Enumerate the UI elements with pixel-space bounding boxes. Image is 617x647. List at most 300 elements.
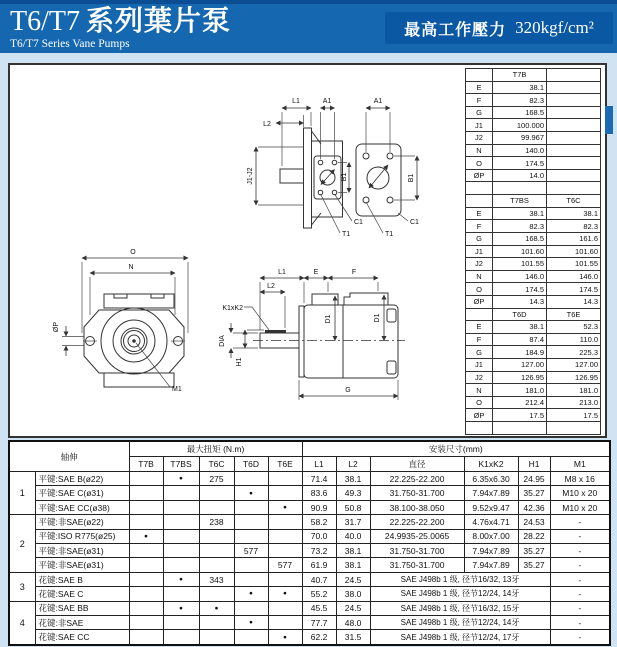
torque-cell: ● — [234, 616, 268, 630]
spec-value: 101.55 — [493, 258, 547, 271]
spec-value: 126.95 — [493, 371, 547, 384]
dim-label-b1: B1 — [408, 173, 415, 183]
spec-dim-label: ØP — [466, 295, 493, 308]
page-title-series: T6/T7 — [10, 6, 80, 37]
spec-value: 181.0 — [493, 384, 547, 397]
torque-cell: ● — [163, 601, 199, 615]
spec-value: 127.00 — [547, 359, 601, 372]
mount-l1: 62.2 — [302, 630, 336, 645]
shaft-type-label: 平键:非SAE(ø22) — [35, 515, 129, 529]
spec-dim-label: E — [466, 81, 493, 94]
spec-dim-label: J2 — [466, 371, 493, 384]
shaft-type-label: 花键:SAE C — [35, 587, 129, 601]
spec-row — [466, 232, 601, 245]
mount-m1: M10 x 20 — [550, 500, 610, 514]
mount-m1: M10 x 20 — [550, 486, 610, 500]
port-label-t1: T1 — [342, 231, 351, 238]
pump-front-view-drawing — [53, 249, 188, 393]
dim-label-f: F — [351, 269, 357, 276]
spec-value: 14.3 — [493, 295, 547, 308]
spec-col-header: T6C — [547, 195, 601, 208]
spec-value: 101.60 — [547, 245, 601, 258]
mount-k1k2: 7.94x7.89 — [464, 558, 518, 572]
mount-l2: 50.8 — [336, 500, 370, 514]
mount-header: 安装尺寸(mm) — [302, 441, 610, 457]
spec-value — [547, 119, 601, 132]
spline-spec: SAE J498b 1 级, 径节12/24, 14牙 — [370, 587, 550, 601]
spec-spacer-cell — [493, 422, 547, 435]
col-header-t7b: T7B — [129, 457, 163, 472]
torque-cell — [199, 630, 234, 645]
dim-label-l2: L2 — [263, 121, 271, 128]
dim-label-e: E — [313, 269, 319, 276]
mount-l1: 71.4 — [302, 472, 336, 486]
dim-label-dia: DIA — [219, 335, 226, 347]
mount-l2: 31.5 — [336, 630, 370, 645]
col-header-h1: H1 — [518, 457, 550, 472]
dim-label-a1: A1 — [373, 98, 383, 105]
group-number: 4 — [9, 601, 35, 645]
mount-l2: 48.0 — [336, 616, 370, 630]
mount-m1: M8 x 16 — [550, 472, 610, 486]
mount-l2: 49.3 — [336, 486, 370, 500]
mount-l2: 24.5 — [336, 572, 370, 586]
torque-header: 最大扭矩 (N.m) — [129, 441, 302, 457]
spec-row — [466, 144, 601, 157]
spec-value: 146.0 — [493, 270, 547, 283]
torque-cell — [129, 544, 163, 558]
max-pressure-label: 最高工作壓力 — [404, 21, 507, 39]
mount-h1: 35.27 — [518, 544, 550, 558]
spec-col-header: T7BS — [493, 195, 547, 208]
spec-value — [547, 144, 601, 157]
dim-label-m1: M1 — [172, 386, 182, 393]
spline-spec: SAE J498b 1 级, 径节16/32, 13牙 — [370, 572, 550, 586]
torque-cell — [199, 529, 234, 543]
spec-value: 126.95 — [547, 371, 601, 384]
spec-value: 174.5 — [547, 283, 601, 296]
torque-cell — [199, 587, 234, 601]
torque-cell: ● — [268, 630, 302, 645]
mount-l1: 77.7 — [302, 616, 336, 630]
spec-spacer-cell — [547, 182, 601, 195]
mount-l2: 38.1 — [336, 558, 370, 572]
spline-spec: SAE J498b 1 级, 径节12/24, 17牙 — [370, 630, 550, 645]
page-subtitle: T6/T7 Series Vane Pumps — [10, 38, 130, 50]
torque-cell — [268, 515, 302, 529]
torque-cell — [268, 616, 302, 630]
torque-cell: 343 — [199, 572, 234, 586]
spec-value — [547, 157, 601, 170]
group-number: 2 — [9, 515, 35, 573]
pump-side-view-drawing — [219, 269, 405, 400]
spec-dim-label: J1 — [466, 245, 493, 258]
spec-dim-label: G — [466, 106, 493, 119]
page-title — [10, 6, 231, 37]
spec-spacer-cell — [466, 182, 493, 195]
dim-label-j1j2: J1-J2 — [247, 167, 254, 185]
mount-l1: 73.2 — [302, 544, 336, 558]
spec-row — [466, 333, 601, 346]
mount-l1: 83.6 — [302, 486, 336, 500]
mount-m1: - — [550, 587, 610, 601]
spec-spacer-cell — [547, 422, 601, 435]
shaft-spec-table — [8, 440, 611, 646]
mount-m1: - — [550, 572, 610, 586]
spec-dim-label: N — [466, 144, 493, 157]
mount-m1: - — [550, 529, 610, 543]
spec-value: 213.0 — [547, 396, 601, 409]
mount-h1: 28.22 — [518, 529, 550, 543]
spec-col-header — [466, 69, 493, 82]
spec-dim-label: O — [466, 283, 493, 296]
spec-dim-label: E — [466, 207, 493, 220]
shaft-row — [9, 616, 610, 630]
dimension-drawing-panel — [8, 63, 607, 438]
spec-row — [466, 409, 601, 422]
spec-value — [547, 106, 601, 119]
spec-row — [466, 258, 601, 271]
torque-cell: ● — [129, 529, 163, 543]
spec-dim-label: F — [466, 94, 493, 107]
pump-rear-view-drawing — [247, 98, 419, 238]
spec-value: 14.3 — [547, 295, 601, 308]
mount-m1: - — [550, 630, 610, 645]
spec-row — [466, 220, 601, 233]
mount-l1: 58.2 — [302, 515, 336, 529]
torque-cell — [199, 544, 234, 558]
torque-cell — [234, 630, 268, 645]
dim-label-n: N — [128, 264, 134, 271]
torque-cell — [268, 572, 302, 586]
shaft-row — [9, 572, 610, 586]
shaft-row — [9, 529, 610, 543]
spec-value: 174.5 — [493, 157, 547, 170]
spec-dim-label: N — [466, 270, 493, 283]
spec-value — [547, 132, 601, 145]
mount-k1k2: 7.94x7.89 — [464, 544, 518, 558]
mount-k1k2: 8.00x7.00 — [464, 529, 518, 543]
dim-label-l2: L2 — [267, 283, 275, 290]
col-header-t6e: T6E — [268, 457, 302, 472]
mount-m1: - — [550, 616, 610, 630]
spec-spacer-cell — [493, 182, 547, 195]
spec-header-row — [466, 69, 601, 82]
spec-row — [466, 295, 601, 308]
col-header-t7bs: T7BS — [163, 457, 199, 472]
spec-value: 101.55 — [547, 258, 601, 271]
spec-value: 146.0 — [547, 270, 601, 283]
spec-header-row — [466, 195, 601, 208]
spec-dim-label: J2 — [466, 258, 493, 271]
mount-k1k2: 4.76x4.71 — [464, 515, 518, 529]
spec-col-header — [547, 69, 601, 82]
spec-value: 38.1 — [493, 321, 547, 334]
max-pressure-value: 320kgf/cm² — [515, 18, 594, 37]
shaft-row — [9, 601, 610, 615]
torque-cell — [268, 544, 302, 558]
spec-value: 99.967 — [493, 132, 547, 145]
spec-value: 52.3 — [547, 321, 601, 334]
spec-dim-label: ØP — [466, 409, 493, 422]
dim-label-l1: L1 — [292, 98, 300, 105]
max-pressure-box — [385, 12, 613, 44]
shaft-row — [9, 587, 610, 601]
spec-row — [466, 81, 601, 94]
spec-value: 101.60 — [493, 245, 547, 258]
dim-label-d1: D1 — [325, 314, 332, 324]
spec-dim-label: J2 — [466, 132, 493, 145]
page-header — [0, 0, 617, 53]
spec-value: 168.5 — [493, 106, 547, 119]
mount-l1: 70.0 — [302, 529, 336, 543]
shaft-spec-table-wrap — [8, 440, 609, 646]
dim-label-b1: B1 — [341, 172, 348, 182]
torque-cell — [199, 500, 234, 514]
shaft-type-label: 平键:非SAE(ø31) — [35, 558, 129, 572]
torque-cell — [163, 630, 199, 645]
shaft-row — [9, 630, 610, 645]
torque-cell: ● — [163, 472, 199, 486]
spec-row — [466, 169, 601, 182]
shaft-row — [9, 472, 610, 486]
shaft-type-label: 花键:SAE BB — [35, 601, 129, 615]
col-header-t6d: T6D — [234, 457, 268, 472]
spec-value: 38.1 — [493, 207, 547, 220]
torque-cell — [129, 500, 163, 514]
spec-value: 14.0 — [493, 169, 547, 182]
mount-m1: - — [550, 515, 610, 529]
torque-cell: 577 — [268, 558, 302, 572]
mount-l2: 38.1 — [336, 544, 370, 558]
mount-l1: 40.7 — [302, 572, 336, 586]
torque-cell — [199, 558, 234, 572]
col-header-l2: L2 — [336, 457, 370, 472]
shaft-type-label: 花键:SAE CC — [35, 630, 129, 645]
spec-row — [466, 270, 601, 283]
spec-value: 225.3 — [547, 346, 601, 359]
spec-row — [466, 207, 601, 220]
torque-cell — [199, 486, 234, 500]
mount-dia: 38.100-38.050 — [370, 500, 464, 514]
col-header-t6c: T6C — [199, 457, 234, 472]
spec-value: 212.4 — [493, 396, 547, 409]
spec-value: 82.3 — [493, 220, 547, 233]
spec-value: 17.5 — [493, 409, 547, 422]
spec-col-header — [466, 308, 493, 321]
shaft-type-label: 花键:非SAE — [35, 616, 129, 630]
spec-dim-label: F — [466, 220, 493, 233]
mount-h1: 42.36 — [518, 500, 550, 514]
shaft-type-label: 平键:SAE C(ø31) — [35, 486, 129, 500]
col-header-m1: M1 — [550, 457, 610, 472]
mount-m1: - — [550, 558, 610, 572]
shaft-type-label: 平键:ISO R775(ø25) — [35, 529, 129, 543]
spec-value: 140.0 — [493, 144, 547, 157]
spline-spec: SAE J498b 1 级, 径节12/24, 14牙 — [370, 616, 550, 630]
torque-cell — [234, 572, 268, 586]
mount-h1: 24.95 — [518, 472, 550, 486]
spec-value: 181.0 — [547, 384, 601, 397]
mount-l2: 31.7 — [336, 515, 370, 529]
torque-cell — [163, 587, 199, 601]
shaft-type-label: 平键:SAE CC(ø38) — [35, 500, 129, 514]
mount-dia: 31.750-31.700 — [370, 558, 464, 572]
spec-table — [465, 68, 601, 435]
spec-value: 87.4 — [493, 333, 547, 346]
torque-cell — [234, 515, 268, 529]
shaft-row — [9, 486, 610, 500]
spec-dim-label: ØP — [466, 169, 493, 182]
shaft-row — [9, 515, 610, 529]
shaft-row — [9, 500, 610, 514]
torque-cell: ● — [234, 587, 268, 601]
mount-l2: 24.5 — [336, 601, 370, 615]
shaft-row — [9, 544, 610, 558]
torque-cell: ● — [163, 572, 199, 586]
torque-cell — [129, 587, 163, 601]
mount-m1: - — [550, 601, 610, 615]
torque-cell — [129, 558, 163, 572]
spec-value: 82.3 — [493, 94, 547, 107]
torque-cell — [234, 529, 268, 543]
spec-value — [547, 81, 601, 94]
torque-cell — [163, 558, 199, 572]
spec-value: 110.0 — [547, 333, 601, 346]
torque-cell — [129, 515, 163, 529]
mount-m1: - — [550, 544, 610, 558]
spec-row — [466, 157, 601, 170]
torque-cell — [268, 601, 302, 615]
torque-cell: ● — [268, 587, 302, 601]
spec-dim-label: O — [466, 396, 493, 409]
port-label-c1: C1 — [410, 219, 419, 226]
col-header-l1: L1 — [302, 457, 336, 472]
torque-cell — [234, 500, 268, 514]
spec-value: 127.00 — [493, 359, 547, 372]
torque-cell: 275 — [199, 472, 234, 486]
torque-cell — [234, 558, 268, 572]
spec-row — [466, 132, 601, 145]
mount-l1: 61.9 — [302, 558, 336, 572]
group-number: 1 — [9, 472, 35, 515]
spec-value: 174.5 — [493, 283, 547, 296]
spec-row — [466, 94, 601, 107]
spec-col-header: T7B — [493, 69, 547, 82]
spec-spacer-cell — [466, 422, 493, 435]
dim-label-o: O — [130, 249, 136, 256]
torque-cell — [129, 472, 163, 486]
spec-dim-label: E — [466, 321, 493, 334]
mount-l2: 40.0 — [336, 529, 370, 543]
spec-value: 184.9 — [493, 346, 547, 359]
torque-cell — [268, 486, 302, 500]
shaft-header: 轴伸 — [9, 441, 129, 472]
mount-l1: 90.9 — [302, 500, 336, 514]
spec-value: 100.000 — [493, 119, 547, 132]
spec-col-header — [466, 195, 493, 208]
spec-dim-label: F — [466, 333, 493, 346]
spec-dim-label: J1 — [466, 119, 493, 132]
spec-value — [547, 169, 601, 182]
spec-value: 38.1 — [493, 81, 547, 94]
mount-dia: 31.750-31.700 — [370, 544, 464, 558]
torque-cell — [129, 572, 163, 586]
spec-col-header: T6D — [493, 308, 547, 321]
mount-dia: 24.9935-25.0065 — [370, 529, 464, 543]
torque-cell — [129, 616, 163, 630]
spec-row — [466, 359, 601, 372]
mount-k1k2: 6.35x6.30 — [464, 472, 518, 486]
dim-label-g: G — [345, 387, 351, 394]
col-header-k1k2: K1xK2 — [464, 457, 518, 472]
mount-l2: 38.1 — [336, 472, 370, 486]
mount-h1: 24.53 — [518, 515, 550, 529]
spec-row — [466, 346, 601, 359]
torque-cell — [163, 486, 199, 500]
mount-dia: 22.225-22.200 — [370, 515, 464, 529]
mount-l2: 38.0 — [336, 587, 370, 601]
spec-row — [466, 119, 601, 132]
dim-label-a1: A1 — [322, 98, 332, 105]
spec-value: 168.5 — [493, 232, 547, 245]
torque-cell — [129, 630, 163, 645]
group-number: 3 — [9, 572, 35, 601]
spec-dim-label: J1 — [466, 359, 493, 372]
mount-l1: 45.5 — [302, 601, 336, 615]
title-block — [10, 6, 231, 50]
dim-label-d1: D1 — [374, 313, 381, 323]
mount-h1: 35.27 — [518, 558, 550, 572]
dim-label-k1k2: K1xK2 — [222, 305, 243, 312]
torque-cell — [199, 616, 234, 630]
spec-col-header: T6E — [547, 308, 601, 321]
shaft-type-label: 平键:非SAE(ø31) — [35, 544, 129, 558]
torque-cell: ● — [199, 601, 234, 615]
spec-value — [547, 94, 601, 107]
mount-dia: 22.225-22.200 — [370, 472, 464, 486]
dimension-spec-tables — [465, 68, 598, 435]
mount-k1k2: 7.94x7.89 — [464, 486, 518, 500]
torque-cell: ● — [268, 500, 302, 514]
mount-k1k2: 9.52x9.47 — [464, 500, 518, 514]
spec-value: 17.5 — [547, 409, 601, 422]
dim-label-op: ØP — [53, 321, 60, 333]
torque-cell — [163, 515, 199, 529]
mount-l1: 55.2 — [302, 587, 336, 601]
torque-cell: 238 — [199, 515, 234, 529]
torque-cell — [163, 500, 199, 514]
page-edge-tab — [605, 106, 613, 134]
spec-row — [466, 321, 601, 334]
pump-technical-drawing — [10, 65, 460, 436]
dim-label-l1: L1 — [278, 269, 286, 276]
col-header-dia: 直径 — [370, 457, 464, 472]
dim-label-h1: H1 — [236, 357, 243, 367]
spec-dim-label: N — [466, 384, 493, 397]
mount-dia: 31.750-31.700 — [370, 486, 464, 500]
spec-row — [466, 245, 601, 258]
shaft-row — [9, 558, 610, 572]
spec-header-row — [466, 308, 601, 321]
torque-cell — [234, 601, 268, 615]
spec-dim-label: O — [466, 157, 493, 170]
torque-cell — [163, 529, 199, 543]
torque-cell — [129, 486, 163, 500]
spec-row — [466, 384, 601, 397]
spline-spec: SAE J498b 1 级, 径节16/32, 15牙 — [370, 601, 550, 615]
port-label-t1: T1 — [385, 231, 394, 238]
